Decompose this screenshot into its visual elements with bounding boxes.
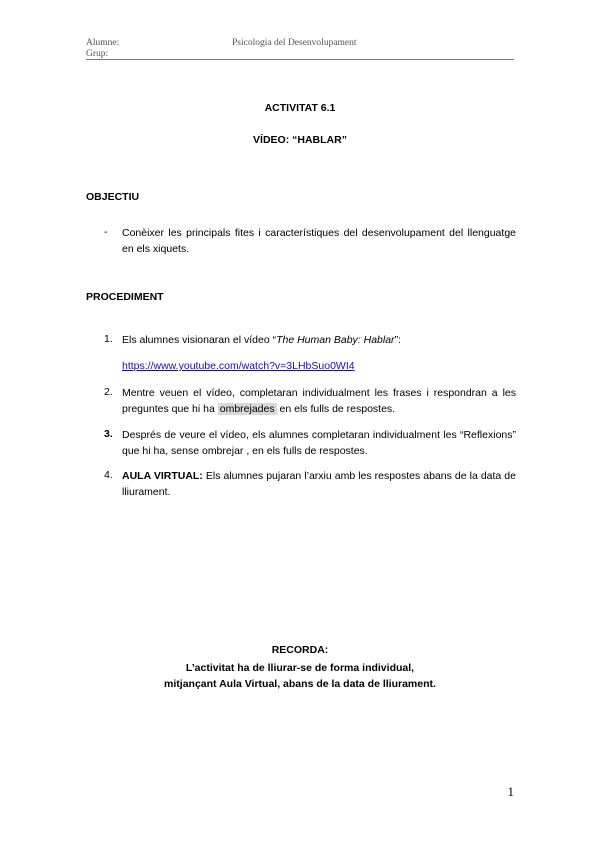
aula-virtual-label: AULA VIRTUAL: xyxy=(122,470,203,482)
step-4-text xyxy=(122,468,516,500)
step-2-number: 2. xyxy=(104,386,113,398)
procediment-heading: PROCEDIMENT xyxy=(86,291,164,303)
recorda-line-1: L’activitat ha de lliurar-se de forma individual, xyxy=(185,662,415,674)
step-3-text: Després de veure el vídeo, els alumnes completaran individualment les “Reflexions” que hi ha, sense ombrejar , en els fulls de respostes. xyxy=(122,429,516,457)
activity-title: ACTIVITAT 6.1 xyxy=(264,102,336,114)
recorda-line-2: mitjançant Aula Virtual, abans de la data de lliurament. xyxy=(164,678,436,690)
step-1-text-after: ”: xyxy=(394,334,401,346)
page-number: 1 xyxy=(507,784,514,799)
objectiu-heading: OBJECTIU xyxy=(86,191,140,203)
step-1-number: 1. xyxy=(104,333,113,345)
step-2-text xyxy=(122,385,516,417)
video-name: The Human Baby: Hablar xyxy=(276,334,395,346)
step-2-text-after: en els fulls de respostes. xyxy=(276,403,396,415)
grup-label: Grup: xyxy=(86,49,109,59)
objectiu-text: Conèixer les principals fites i característiques del desenvolupament del llenguatge en els xiquets. xyxy=(122,227,516,255)
step-4-body: Els alumnes pujaran l’arxiu amb les respostes abans de la data de lliurament. xyxy=(122,470,516,498)
video-title: VÍDEO: “HABLAR” xyxy=(253,134,347,146)
step-4-number: 4. xyxy=(104,469,113,481)
step-2-text-before: Mentre veuen el vídeo, completaran individualment les frases i respondran a les preguntes que hi ha xyxy=(122,387,516,415)
objectiu-bullet: - xyxy=(104,226,108,238)
youtube-link[interactable]: https://www.youtube.com/watch?v=3LHbSuo0WI4 xyxy=(122,360,355,372)
step-3-number: 3. xyxy=(104,428,113,440)
alumne-label: Alumne: xyxy=(86,38,120,48)
step-1-text xyxy=(122,332,516,348)
step-1-link-line xyxy=(122,358,516,374)
subject-header: Psicologia del Desenvolupament xyxy=(232,38,357,48)
shaded-word: ombrejades xyxy=(219,403,275,415)
recorda-heading: RECORDA: xyxy=(271,644,329,656)
header-rule xyxy=(86,59,514,60)
step-1-text-before: Els alumnes visionaran el vídeo “ xyxy=(122,334,277,346)
